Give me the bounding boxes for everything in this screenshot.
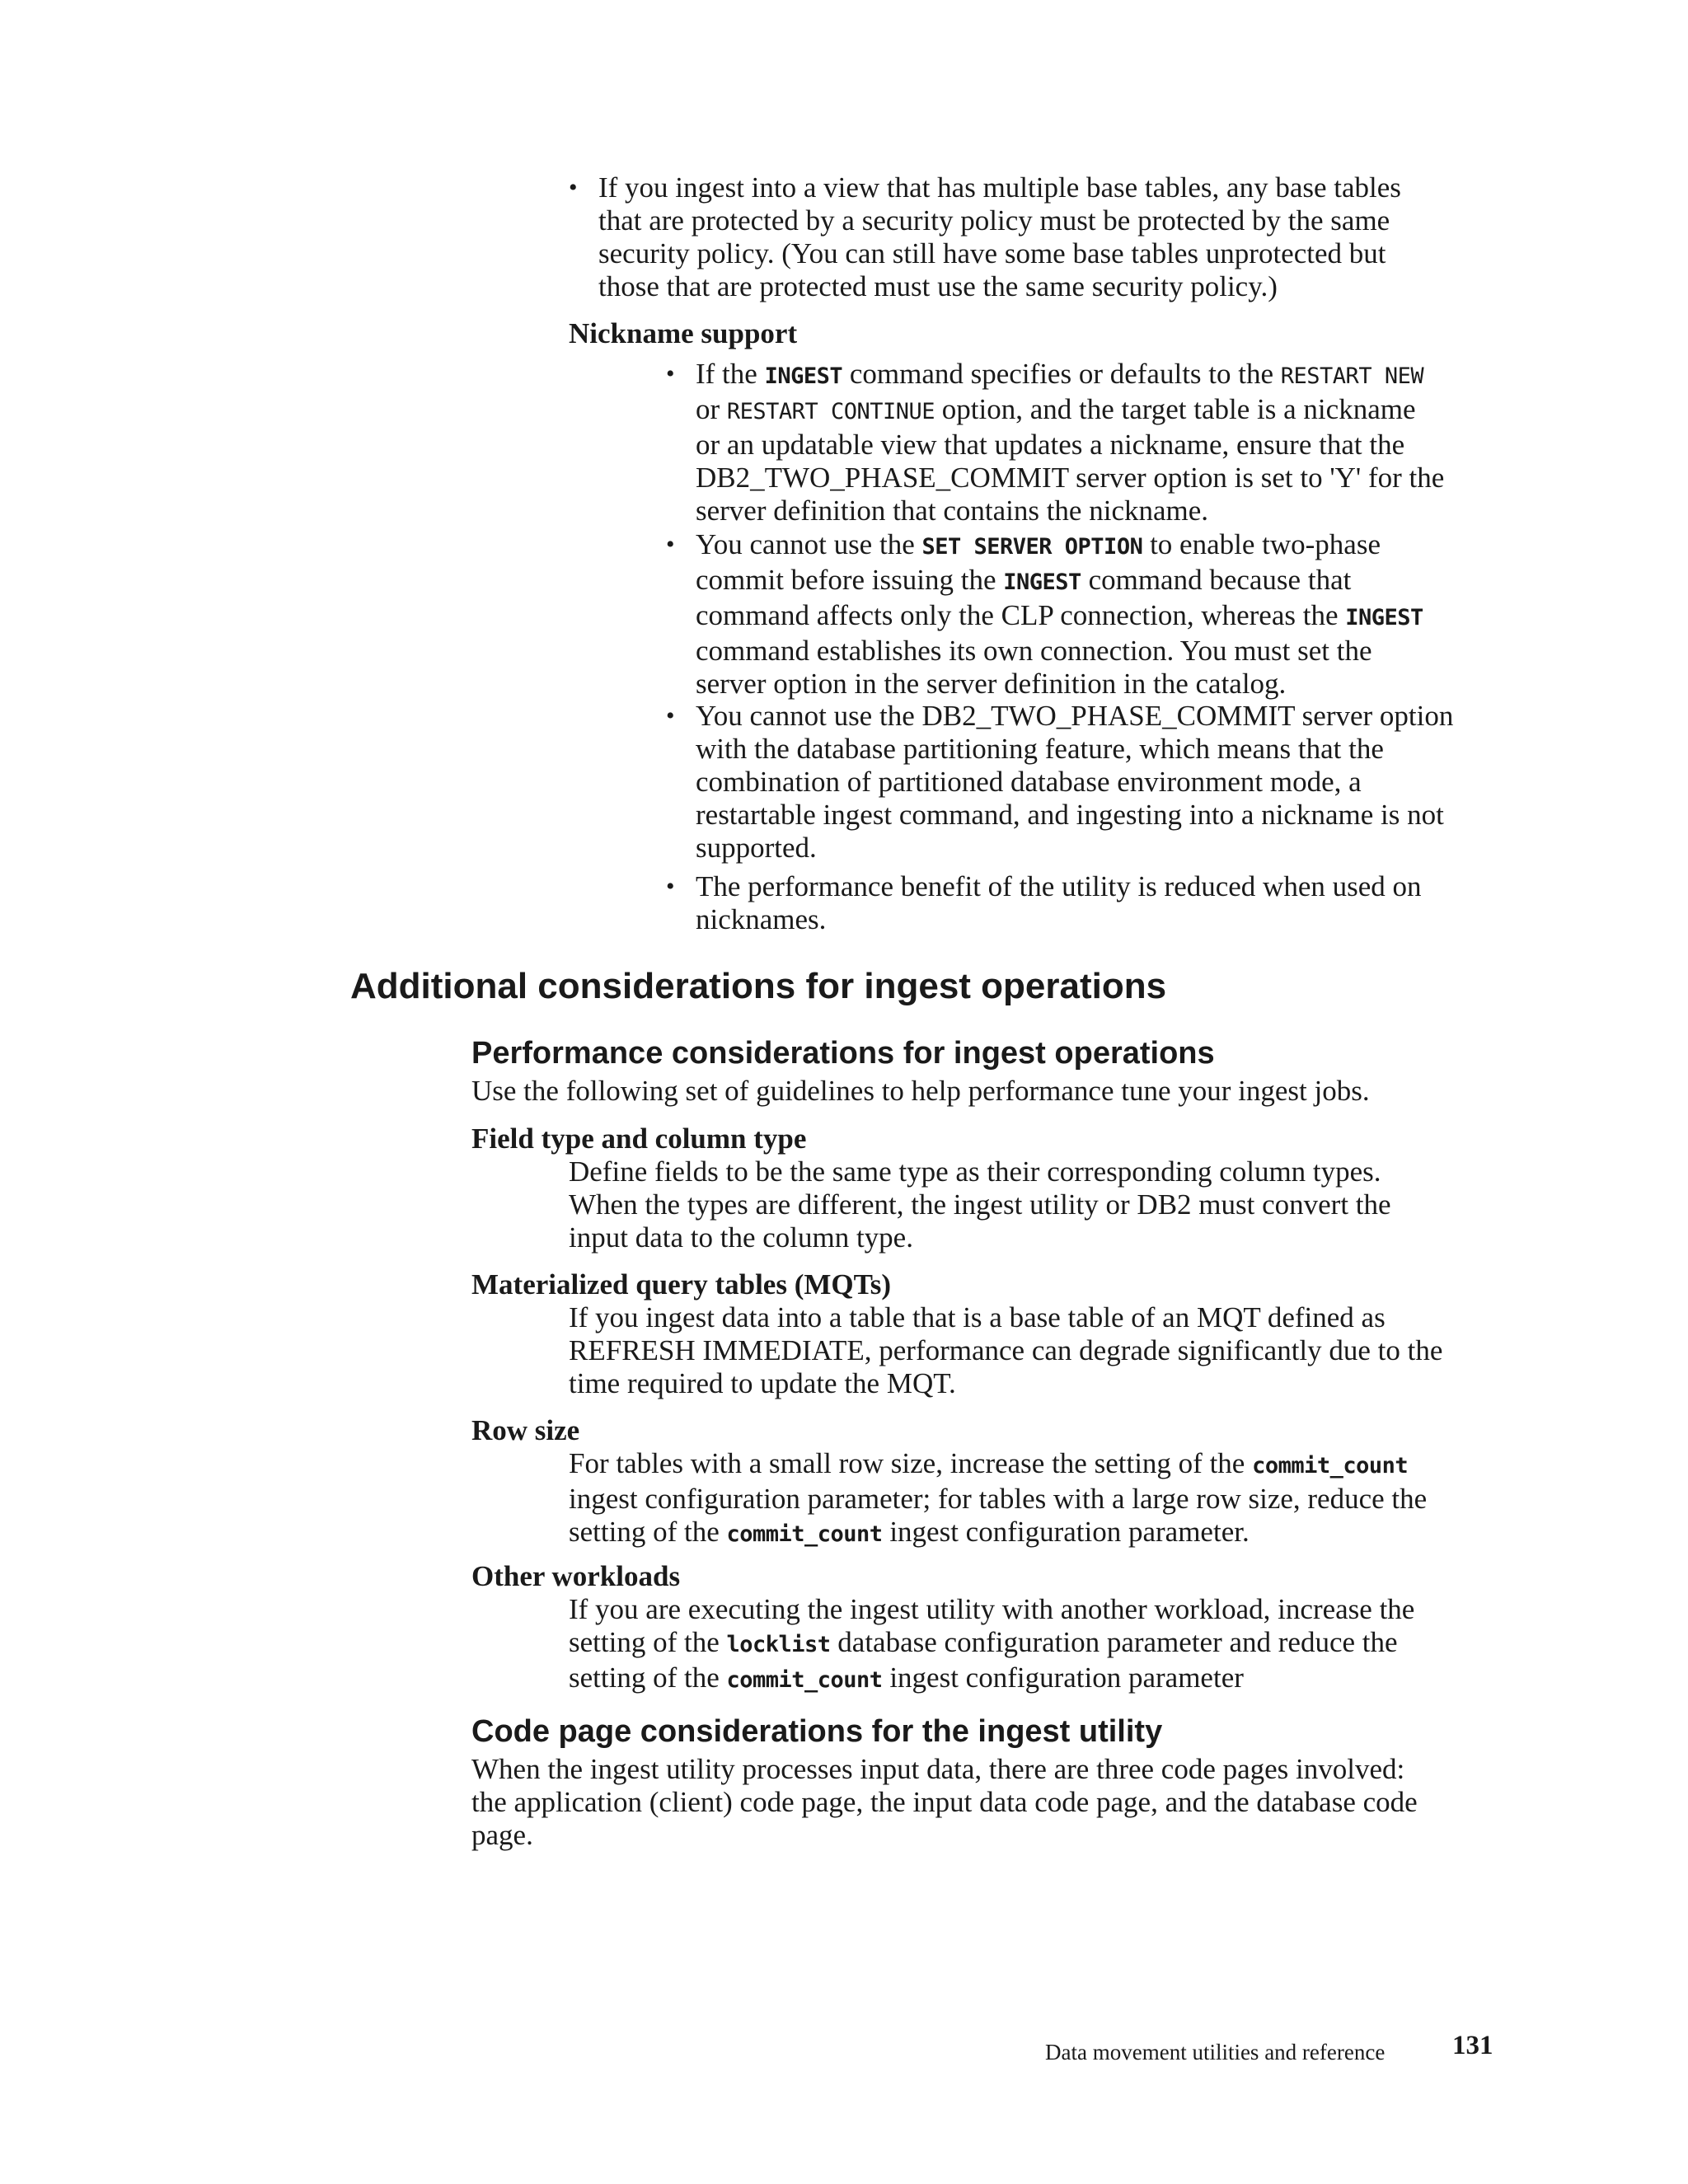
other-workloads-line-2: setting of the locklist database configuration parameter and reduce the	[569, 1626, 1398, 1658]
nickname-bullet-1-line-2: or RESTART CONTINUE option, and the target table is a nickname	[696, 393, 1416, 425]
other-workloads-line-3: setting of the commit_count ingest configuration parameter	[569, 1661, 1244, 1694]
nickname-bullet-2-line-3: command affects only the CLP connection, whereas the INGEST	[696, 599, 1423, 631]
row-size-description	[569, 1447, 1427, 1551]
nickname-bullet-4-line-2: nicknames.	[696, 903, 827, 935]
nickname-bullet-2	[666, 528, 1523, 701]
mqt-line-2: REFRESH IMMEDIATE, performance can degrade significantly due to the	[569, 1334, 1443, 1366]
nickname-bullet-2-line-4: command establishes its own connection. You must set the	[696, 635, 1372, 667]
row-size-line-2: ingest configuration parameter; for tables with a large row size, reduce the	[569, 1483, 1428, 1515]
ingest-command-term: INGEST	[764, 363, 843, 389]
top-bullet-item	[569, 171, 1517, 303]
top-bullet-line-3: security policy. (You can still have some base tables unprotected but	[598, 237, 1386, 269]
performance-intro: Use the following set of guidelines to help performance tune your ingest jobs.	[471, 1075, 1370, 1107]
nickname-bullet-1-line-3: or an updatable view that updates a nickname, ensure that the	[696, 429, 1405, 461]
nickname-bullet-1-line-1: If the INGEST command specifies or defaults to the RESTART NEW	[696, 358, 1424, 390]
mqt-label: Materialized query tables (MQTs)	[471, 1268, 892, 1301]
nickname-bullet-4	[666, 870, 1523, 936]
bullet-icon: •	[569, 174, 578, 201]
nickname-bullet-3	[666, 700, 1523, 865]
nickname-bullet-3-line-1: You cannot use the DB2_TWO_PHASE_COMMIT server option	[696, 700, 1454, 732]
nickname-bullet-1-line-4: DB2_TWO_PHASE_COMMIT server option is set to 'Y' for the	[696, 462, 1445, 494]
page-number: 131	[1452, 2031, 1493, 2060]
field-type-line-3: input data to the column type.	[569, 1221, 913, 1254]
ingest-command-term: INGEST	[1003, 569, 1081, 595]
field-type-label: Field type and column type	[471, 1122, 807, 1155]
mqt-line-1: If you ingest data into a table that is a base table of an MQT defined as	[569, 1301, 1386, 1333]
commit-count-term: commit_count	[1252, 1453, 1409, 1479]
nickname-support-label: Nickname support	[569, 317, 798, 349]
set-server-option-term: SET SERVER OPTION	[921, 534, 1143, 560]
codepage-line-3: page.	[471, 1819, 533, 1851]
section-heading: Additional considerations for ingest operations	[350, 966, 1167, 1006]
codepage-heading: Code page considerations for the ingest utility	[471, 1714, 1163, 1749]
bullet-icon: •	[666, 360, 675, 387]
nickname-bullet-2-line-1: You cannot use the SET SERVER OPTION to enable two-phase	[696, 528, 1381, 560]
top-bullet-line-2: that are protected by a security policy must be protected by the same	[598, 204, 1390, 237]
nickname-bullet-1-line-5: server definition that contains the nickname.	[696, 494, 1209, 527]
restart-new-term: RESTART NEW	[1280, 363, 1424, 389]
nickname-bullet-2-line-2: commit before issuing the INGEST command because that	[696, 564, 1352, 596]
nickname-bullet-3-line-3: combination of partitioned database environment mode, a	[696, 766, 1362, 798]
other-workloads-line-1: If you are executing the ingest utility with another workload, increase the	[569, 1593, 1415, 1625]
codepage-line-2: the application (client) code page, the input data code page, and the database code	[471, 1786, 1418, 1818]
commit-count-term: commit_count	[726, 1667, 883, 1693]
row-size-line-3: setting of the commit_count ingest configuration parameter.	[569, 1516, 1250, 1548]
nickname-bullet-3-line-5: supported.	[696, 832, 817, 864]
field-type-line-2: When the types are different, the ingest utility or DB2 must convert the	[569, 1188, 1391, 1221]
commit-count-term: commit_count	[726, 1521, 883, 1547]
locklist-term: locklist	[726, 1632, 831, 1657]
footer-title: Data movement utilities and reference	[1045, 2040, 1386, 2064]
bullet-icon: •	[666, 531, 675, 558]
top-bullet-line-4: those that are protected must use the same security policy.)	[598, 270, 1278, 302]
other-workloads-description	[569, 1593, 1414, 1697]
nickname-bullet-3-line-4: restartable ingest command, and ingesting into a nickname is not	[696, 799, 1444, 831]
row-size-label: Row size	[471, 1414, 580, 1446]
top-bullet-line-1: If you ingest into a view that has multiple base tables, any base tables	[598, 171, 1401, 204]
ingest-command-term: INGEST	[1345, 605, 1423, 630]
bullet-icon: •	[666, 873, 675, 900]
nickname-bullet-4-line-1: The performance benefit of the utility is reduced when used on	[696, 870, 1422, 902]
row-size-line-1: For tables with a small row size, increase the setting of the commit_count	[569, 1447, 1409, 1479]
field-type-line-1: Define fields to be the same type as their corresponding column types.	[569, 1155, 1381, 1188]
mqt-line-3: time required to update the MQT.	[569, 1367, 956, 1399]
nickname-bullet-3-line-2: with the database partitioning feature, which means that the	[696, 733, 1384, 765]
other-workloads-label: Other workloads	[471, 1560, 681, 1592]
field-type-description	[569, 1155, 1391, 1254]
nickname-bullet-2-line-5: server option in the server definition in the catalog.	[696, 668, 1287, 700]
restart-continue-term: RESTART CONTINUE	[726, 399, 935, 424]
mqt-description	[569, 1301, 1442, 1400]
nickname-bullet-1	[666, 358, 1523, 527]
performance-heading: Performance considerations for ingest operations	[471, 1036, 1215, 1071]
codepage-paragraph	[471, 1753, 1418, 1852]
codepage-line-1: When the ingest utility processes input data, there are three code pages involved:	[471, 1753, 1405, 1785]
bullet-icon: •	[666, 702, 675, 729]
